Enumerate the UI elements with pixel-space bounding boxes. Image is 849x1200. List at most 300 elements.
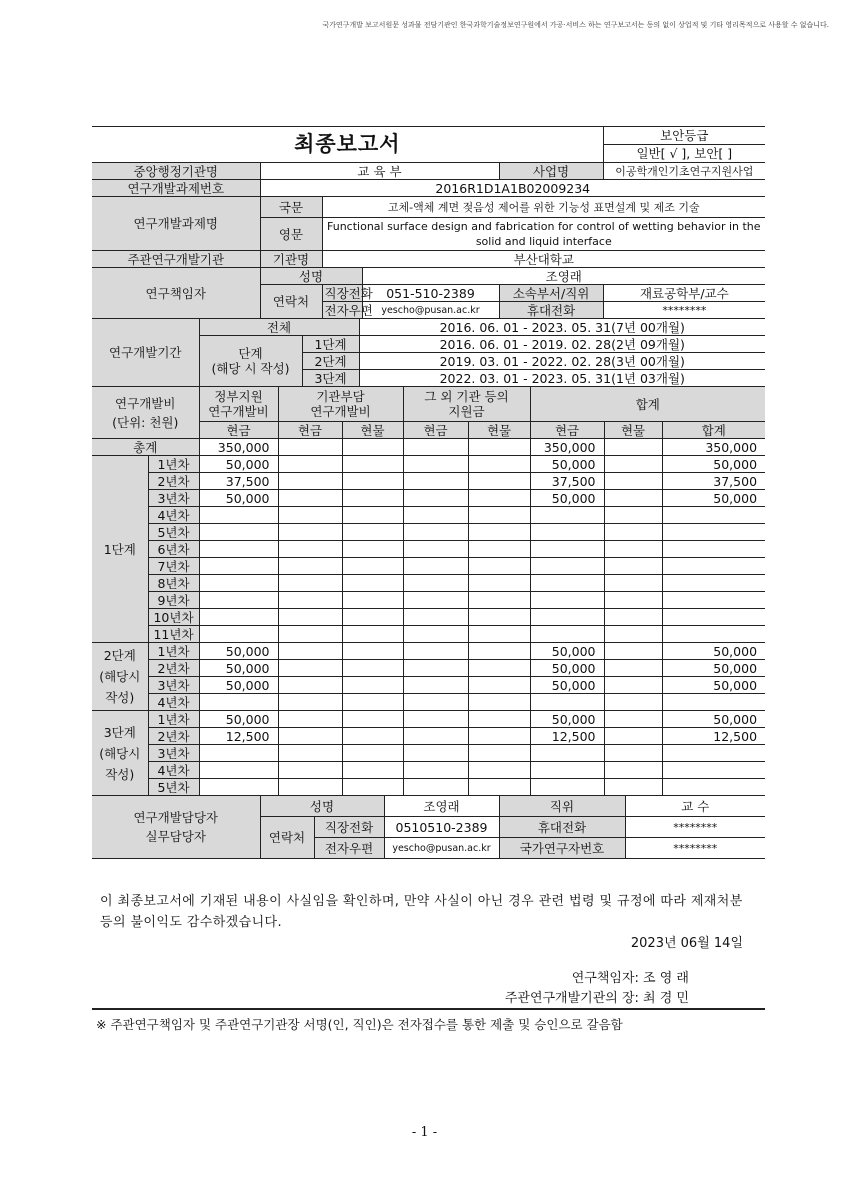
staff-name-label: 성명: [260, 796, 384, 817]
program-label: 사업명: [499, 163, 603, 180]
budget-cell: [199, 524, 278, 541]
budget-cell: [403, 490, 468, 507]
budget-cell: [278, 677, 342, 694]
budget-cell: [604, 507, 662, 524]
budget-cell: [468, 677, 530, 694]
budget-total-cell: [468, 439, 530, 456]
pi-office: 051-510-2389: [362, 285, 499, 302]
budget-cell: [403, 762, 468, 779]
budget-cell: [342, 626, 403, 643]
budget-cell: 50,000: [530, 456, 604, 473]
budget-year-label: 4년차: [148, 507, 199, 524]
budget-cell: [278, 558, 342, 575]
budget-cell: 50,000: [662, 643, 765, 660]
budget-cell: 50,000: [530, 660, 604, 677]
budget-cell: [342, 762, 403, 779]
budget-table: [92, 386, 765, 796]
pi-dept-label: 소속부서/직위: [499, 285, 603, 302]
budget-cell: [662, 524, 765, 541]
inst-kind-header: 현물: [342, 422, 403, 439]
budget-cell: [278, 694, 342, 711]
budget-cell: [604, 592, 662, 609]
other-header-1: 그 외 기관 등의: [424, 389, 509, 404]
budget-year-row: [92, 711, 765, 728]
budget-cell: [530, 541, 604, 558]
budget-year-label: 5년차: [148, 779, 199, 796]
staff-pos-label: 직위: [499, 796, 625, 817]
staff-contact-label: 연락처: [260, 817, 314, 859]
budget-cell: [278, 711, 342, 728]
budget-cell: [530, 592, 604, 609]
budget-cell: [530, 558, 604, 575]
budget-cell: [278, 473, 342, 490]
budget-cell: [604, 660, 662, 677]
budget-cell: [604, 728, 662, 745]
budget-cell: 50,000: [662, 677, 765, 694]
budget-cell: [403, 643, 468, 660]
budget-cell: [604, 490, 662, 507]
budget-cell: 37,500: [662, 473, 765, 490]
budget-total-cell: 350,000: [530, 439, 604, 456]
budget-cell: [342, 490, 403, 507]
budget-year-label: 6년차: [148, 541, 199, 558]
task-name-eng-label: 영문: [260, 218, 322, 251]
budget-cell: 50,000: [662, 711, 765, 728]
period-stage2: 2019. 03. 01 - 2022. 02. 28(3년 00개월): [359, 353, 765, 370]
sum-cash-header: 현금: [530, 422, 604, 439]
budget-cell: 50,000: [530, 711, 604, 728]
budget-cell: [662, 507, 765, 524]
stage-label-text: 단계: [238, 346, 263, 361]
period-total: 2016. 06. 01 - 2023. 05. 31(7년 00개월): [359, 319, 765, 336]
budget-cell: [604, 524, 662, 541]
budget-cell: [403, 575, 468, 592]
budget-cell: [199, 762, 278, 779]
budget-year-label: 1년차: [148, 456, 199, 473]
budget-cell: [662, 745, 765, 762]
budget-year-label: 4년차: [148, 762, 199, 779]
budget-year-row: [92, 643, 765, 660]
budget-year-label: 1년차: [148, 643, 199, 660]
budget-year-row: [92, 490, 765, 507]
budget-cell: 50,000: [662, 456, 765, 473]
budget-cell: 37,500: [199, 473, 278, 490]
budget-cell: [199, 558, 278, 575]
budget-cell: [468, 592, 530, 609]
host-label: 주관연구개발기관: [92, 251, 260, 268]
task-name-label: 연구개발과제명: [92, 197, 260, 251]
period-total-label: 전체: [199, 319, 359, 336]
budget-cell: [468, 745, 530, 762]
budget-cell: [604, 558, 662, 575]
budget-cell: [468, 643, 530, 660]
budget-year-row: [92, 541, 765, 558]
task-name-kor: 고체-액체 계면 젖음성 제어를 위한 기능성 표면설계 및 제조 기술: [322, 197, 765, 218]
budget-year-row: [92, 592, 765, 609]
budget-cell: [468, 524, 530, 541]
budget-year-row: [92, 575, 765, 592]
budget-cell: [278, 745, 342, 762]
staff-office: 0510510-2389: [384, 817, 499, 838]
budget-cell: [342, 541, 403, 558]
gov-header-1: 정부지원: [214, 389, 263, 404]
other-header-2: 지원금: [448, 404, 485, 419]
budget-cell: [468, 728, 530, 745]
budget-cell: [403, 728, 468, 745]
host-value: 부산대학교: [322, 251, 765, 268]
budget-label: [92, 387, 199, 439]
budget-year-row: [92, 677, 765, 694]
budget-cell: [530, 524, 604, 541]
budget-cell: [468, 694, 530, 711]
inst-header-1: 기관부담: [316, 389, 365, 404]
budget-year-label: 3년차: [148, 745, 199, 762]
budget-cell: [604, 643, 662, 660]
budget-cell: [468, 626, 530, 643]
budget-cell: [199, 541, 278, 558]
program-value: 이공학개인기초연구지원사업: [603, 163, 765, 180]
budget-cell: [342, 745, 403, 762]
budget-cell: [468, 575, 530, 592]
budget-cell: [342, 609, 403, 626]
budget-cell: [403, 779, 468, 796]
staff-pos: 교 수: [625, 796, 765, 817]
budget-cell: [468, 779, 530, 796]
period-stage3-label: 3단계: [302, 370, 359, 387]
budget-cell: [604, 575, 662, 592]
budget-year-label: 5년차: [148, 524, 199, 541]
budget-cell: [662, 779, 765, 796]
budget-cell: [530, 575, 604, 592]
budget-cell: [342, 558, 403, 575]
budget-year-label: 2년차: [148, 728, 199, 745]
budget-year-row: [92, 507, 765, 524]
security-value: 일반[ √ ], 보안[ ]: [603, 145, 765, 163]
budget-year-row: [92, 609, 765, 626]
stage-note-text: (해당 시 작성): [211, 361, 290, 376]
budget-cell: [199, 575, 278, 592]
budget-cell: [468, 660, 530, 677]
staff-office-label: 직장전화: [314, 817, 384, 838]
budget-cell: [468, 541, 530, 558]
budget-year-row: [92, 728, 765, 745]
pi-name-label: 성명: [260, 268, 362, 285]
budget-total-cell: 350,000: [199, 439, 278, 456]
budget-stage-label: 3단계 (해당시 작성): [92, 711, 148, 796]
budget-cell: [403, 507, 468, 524]
budget-cell: [403, 660, 468, 677]
budget-total-row: [92, 439, 765, 456]
budget-total-label: 총계: [92, 439, 199, 456]
budget-cell: 12,500: [199, 728, 278, 745]
footer-divider: [92, 1008, 765, 1010]
budget-stage-label: 2단계 (해당시 작성): [92, 643, 148, 711]
other-kind-header: 현물: [468, 422, 530, 439]
budget-year-row: [92, 524, 765, 541]
budget-cell: [468, 762, 530, 779]
staff-mobile: ********: [625, 817, 765, 838]
budget-cell: [662, 762, 765, 779]
security-label: 보안등급: [603, 127, 765, 145]
budget-cell: [278, 643, 342, 660]
budget-cell: [199, 507, 278, 524]
budget-cell: [604, 779, 662, 796]
budget-cell: [662, 558, 765, 575]
budget-cell: 50,000: [199, 490, 278, 507]
budget-year-row: [92, 660, 765, 677]
budget-cell: [342, 592, 403, 609]
budget-cell: [403, 592, 468, 609]
budget-cell: [530, 745, 604, 762]
budget-year-label: 11년차: [148, 626, 199, 643]
budget-cell: [604, 609, 662, 626]
budget-total-cell: [278, 439, 342, 456]
budget-cell: [530, 507, 604, 524]
budget-cell: [604, 473, 662, 490]
budget-cell: [403, 609, 468, 626]
budget-cell: [530, 694, 604, 711]
budget-year-label: 2년차: [148, 660, 199, 677]
budget-cell: [278, 609, 342, 626]
task-number-value: 2016R1D1A1B02009234: [260, 180, 765, 197]
budget-cell: [199, 694, 278, 711]
budget-cell: [604, 626, 662, 643]
budget-cell: [403, 626, 468, 643]
confirmation-statement: 이 최종보고서에 기재된 내용이 사실임을 확인하며, 만약 사실이 아닌 경우 관련 법령 및 규정에 따라 제재처분 등의 불이익도 감수하겠습니다.: [100, 894, 743, 930]
budget-cell: [530, 626, 604, 643]
budget-cell: [662, 626, 765, 643]
budget-cell: [468, 507, 530, 524]
budget-cell: [662, 694, 765, 711]
budget-cell: [403, 745, 468, 762]
budget-cell: 50,000: [199, 677, 278, 694]
budget-cell: [278, 660, 342, 677]
budget-cell: [604, 456, 662, 473]
staff-label-2: 실무담당자: [145, 829, 206, 844]
budget-year-row: [92, 694, 765, 711]
budget-cell: [199, 745, 278, 762]
staff-name: 조영래: [384, 796, 499, 817]
period-table: [92, 318, 765, 387]
budget-cell: 50,000: [199, 456, 278, 473]
budget-cell: [468, 490, 530, 507]
budget-cell: [403, 677, 468, 694]
gov-header: [199, 387, 278, 422]
budget-cell: 50,000: [662, 660, 765, 677]
footnote: ※ 주관연구책임자 및 주관연구기관장 서명(인, 직인)은 전자접수를 통한 제출 및 승인으로 갈음함: [96, 1017, 623, 1032]
budget-cell: 50,000: [199, 643, 278, 660]
pi-mobile: ********: [603, 302, 765, 319]
budget-cell: [342, 524, 403, 541]
signature-head: 주관연구개발기관의 장: 최 경 민: [504, 991, 689, 1006]
sum-header: 합계: [530, 387, 765, 422]
staff-mobile-label: 휴대전화: [499, 817, 625, 838]
budget-cell: [403, 694, 468, 711]
budget-cell: [199, 779, 278, 796]
pi-office-label: 직장전화: [322, 285, 362, 302]
budget-cell: [278, 507, 342, 524]
inst-cash-header: 현금: [278, 422, 342, 439]
report-title: 최종보고서: [92, 127, 603, 163]
budget-cell: [342, 575, 403, 592]
budget-year-row: [92, 745, 765, 762]
report-cover-form: [92, 126, 765, 859]
gov-cash-header: 현금: [199, 422, 278, 439]
budget-cell: [468, 473, 530, 490]
budget-cell: [403, 558, 468, 575]
signature-pi: 연구책임자: 조 영 래: [571, 971, 689, 986]
budget-cell: [403, 524, 468, 541]
pi-mobile-label: 휴대전화: [499, 302, 603, 319]
budget-cell: [604, 762, 662, 779]
budget-cell: [468, 609, 530, 626]
budget-year-row: [92, 779, 765, 796]
task-name-kor-label: 국문: [260, 197, 322, 218]
budget-cell: [403, 473, 468, 490]
staff-table: [92, 795, 765, 859]
budget-cell: [662, 592, 765, 609]
budget-cell: [662, 575, 765, 592]
task-name-eng: Functional surface design and fabrication for control of wetting behavior in the solid and liquid interface: [322, 218, 765, 251]
budget-year-row: [92, 473, 765, 490]
budget-total-cell: [403, 439, 468, 456]
period-stage1-label: 1단계: [302, 336, 359, 353]
budget-cell: 50,000: [530, 677, 604, 694]
budget-cell: [403, 711, 468, 728]
budget-cell: [530, 609, 604, 626]
budget-cell: [342, 728, 403, 745]
budget-year-label: 2년차: [148, 473, 199, 490]
budget-cell: [278, 779, 342, 796]
budget-cell: 50,000: [530, 490, 604, 507]
sum-kind-header: 현물: [604, 422, 662, 439]
period-stage1: 2016. 06. 01 - 2019. 02. 28(2년 09개월): [359, 336, 765, 353]
budget-year-label: 7년차: [148, 558, 199, 575]
page-number: - 1 -: [411, 1125, 438, 1140]
other-header: [403, 387, 530, 422]
budget-cell: [468, 558, 530, 575]
staff-label: [92, 796, 260, 859]
budget-year-label: 1년차: [148, 711, 199, 728]
task-number-label: 연구개발과제번호: [92, 180, 260, 197]
budget-cell: [342, 456, 403, 473]
pi-contact-label: 연락처: [260, 285, 322, 319]
budget-cell: [662, 609, 765, 626]
budget-total-cell: [604, 439, 662, 456]
staff-email: yescho@pusan.ac.kr: [384, 838, 499, 859]
budget-cell: [604, 745, 662, 762]
budget-cell: 50,000: [199, 660, 278, 677]
staff-label-1: 연구개발담당자: [133, 810, 219, 825]
period-label: 연구개발기간: [92, 319, 199, 387]
budget-year-row: [92, 626, 765, 643]
budget-cell: [468, 456, 530, 473]
budget-cell: [530, 762, 604, 779]
inst-header-2: 연구개발비: [310, 404, 371, 419]
report-info-table: [92, 126, 765, 319]
budget-cell: [278, 456, 342, 473]
budget-cell: [342, 507, 403, 524]
budget-cell: [342, 694, 403, 711]
budget-cell: [199, 609, 278, 626]
period-stage2-label: 2단계: [302, 353, 359, 370]
budget-cell: [604, 541, 662, 558]
budget-total-cell: 350,000: [662, 439, 765, 456]
budget-cell: 12,500: [530, 728, 604, 745]
pi-label: 연구책임자: [92, 268, 260, 319]
budget-year-label: 10년차: [148, 609, 199, 626]
pi-email-label: 전자우편: [322, 302, 362, 319]
other-cash-header: 현금: [403, 422, 468, 439]
budget-cell: [604, 677, 662, 694]
staff-nrn: ********: [625, 838, 765, 859]
budget-cell: [662, 541, 765, 558]
budget-cell: [342, 473, 403, 490]
pi-email: yescho@pusan.ac.kr: [362, 302, 499, 319]
budget-cell: [199, 626, 278, 643]
pi-name: 조영래: [362, 268, 765, 285]
period-stage-label: [199, 336, 302, 387]
budget-year-label: 3년차: [148, 677, 199, 694]
budget-unit-text: (단위: 천원): [112, 414, 179, 430]
budget-cell: [604, 711, 662, 728]
budget-cell: [278, 626, 342, 643]
budget-total-cell: [342, 439, 403, 456]
budget-year-row: [92, 456, 765, 473]
budget-cell: [342, 711, 403, 728]
budget-cell: 12,500: [662, 728, 765, 745]
budget-cell: [468, 711, 530, 728]
budget-cell: [604, 694, 662, 711]
budget-label-text: 연구개발비: [115, 395, 176, 411]
period-stage3: 2022. 03. 01 - 2023. 05. 31(1년 03개월): [359, 370, 765, 387]
ministry-label: 중앙행정기관명: [92, 163, 260, 180]
budget-cell: [278, 728, 342, 745]
budget-year-row: [92, 558, 765, 575]
inst-header: [278, 387, 403, 422]
budget-cell: [342, 660, 403, 677]
budget-cell: [278, 490, 342, 507]
budget-cell: 50,000: [662, 490, 765, 507]
budget-year-label: 8년차: [148, 575, 199, 592]
copyright-notice: 국가연구개발 보고서원문 성과물 전담기관인 한국과학기술정보연구원에서 가공·서비스 하는 연구보고서는 동의 없이 상업적 및 기타 영리목적으로 사용할 수 없습니다.: [322, 21, 829, 29]
staff-nrn-label: 국가연구자번호: [499, 838, 625, 859]
budget-cell: [342, 677, 403, 694]
budget-cell: [199, 592, 278, 609]
budget-cell: 50,000: [530, 643, 604, 660]
host-sub-label: 기관명: [260, 251, 322, 268]
budget-year-label: 4년차: [148, 694, 199, 711]
budget-cell: [530, 779, 604, 796]
report-date: 2023년 06월 14일: [630, 936, 743, 951]
budget-cell: 37,500: [530, 473, 604, 490]
budget-cell: [403, 541, 468, 558]
budget-cell: [278, 592, 342, 609]
sum-total-header: 합계: [662, 422, 765, 439]
budget-cell: [278, 524, 342, 541]
staff-email-label: 전자우편: [314, 838, 384, 859]
gov-header-2: 연구개발비: [208, 404, 269, 419]
budget-stage-label: 1단계: [92, 456, 148, 643]
budget-cell: 50,000: [199, 711, 278, 728]
budget-cell: [278, 541, 342, 558]
budget-cell: [403, 456, 468, 473]
ministry-value: 교 육 부: [260, 163, 499, 180]
budget-year-row: [92, 762, 765, 779]
pi-dept: 재료공학부/교수: [603, 285, 765, 302]
budget-cell: [278, 575, 342, 592]
budget-cell: [278, 762, 342, 779]
